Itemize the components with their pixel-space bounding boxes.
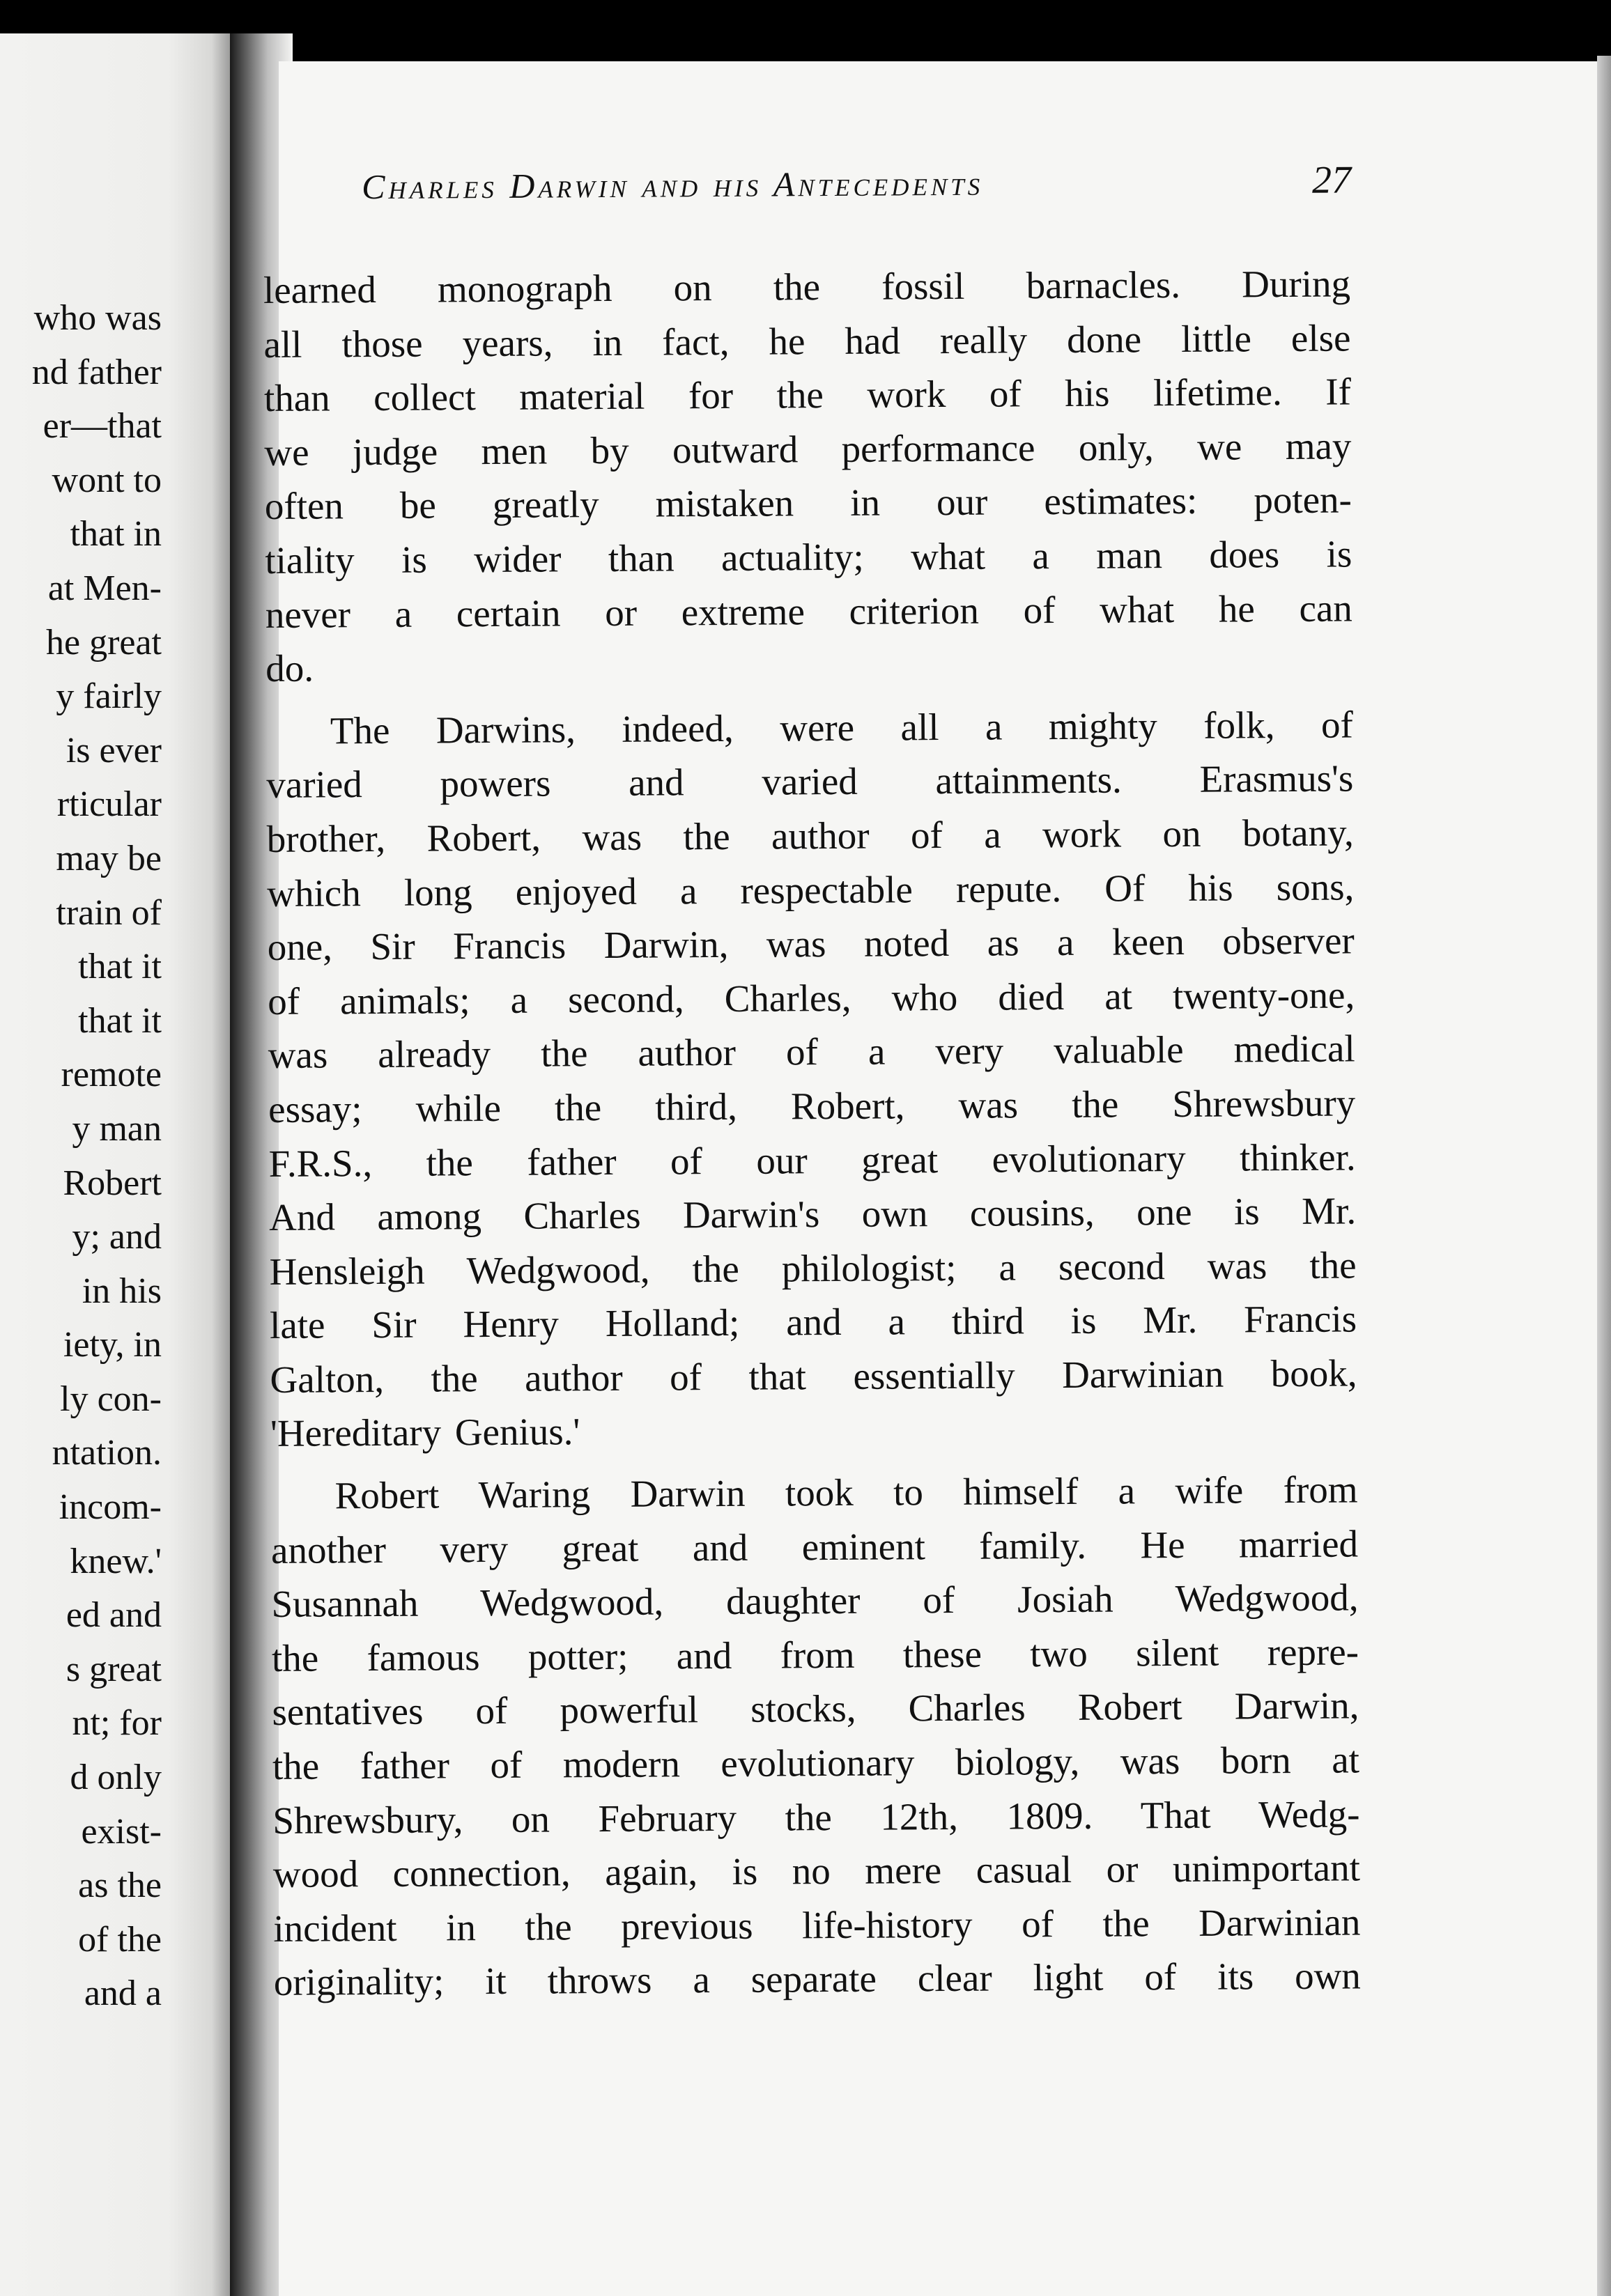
text-line: brother, Robert, was the author of a work on botany, [266, 811, 1354, 860]
text-line: tiality is wider than actuality; what a man does is [265, 532, 1352, 582]
left-page-line: ntation. [52, 1433, 162, 1473]
paragraph [270, 1462, 1361, 2009]
text-line: wood connection, again, is no mere casual or unimportant [272, 1846, 1361, 1896]
left-page-line: in his [82, 1271, 162, 1311]
text-line: often be greatly mistaken in our estimates: poten- [264, 478, 1352, 528]
left-page-line: d only [70, 1758, 162, 1798]
left-page-line: rticular [56, 784, 162, 825]
left-page-line: Robert [63, 1163, 162, 1203]
left-page-line: that in [70, 514, 162, 554]
left-page-line: s great [65, 1649, 162, 1689]
left-page-line: nt; for [72, 1703, 162, 1744]
left-page-line: as the [78, 1866, 162, 1906]
text-line: Robert Waring Darwin took to himself a wife from [334, 1468, 1358, 1517]
text-line: incident in the previous life-history of the Darwinian [273, 1900, 1361, 1950]
text-line: learned monograph on the fossil barnacles. During [263, 262, 1351, 311]
page-text-block [262, 54, 1362, 2004]
left-page-line: incom- [59, 1487, 162, 1528]
body-text [263, 256, 1361, 2009]
text-line: And among Charles Darwin's own cousins, one is Mr. [268, 1189, 1357, 1239]
text-line: late Sir Henry Holland; and a third is Mr. Francis [269, 1297, 1357, 1347]
left-page-line: that it [78, 1000, 162, 1041]
text-line: Shrewsbury, on February the 12th, 1809. That Wedg- [272, 1792, 1360, 1842]
left-page-line: of the [78, 1919, 162, 1960]
left-page-line: y; and [72, 1217, 162, 1257]
text-line: F.R.S., the father of our great evolutionary thinker. [268, 1135, 1356, 1185]
text-line: the famous potter; and from these two silent repre- [271, 1630, 1359, 1680]
left-page-line: wont to [52, 460, 162, 500]
right-page [263, 61, 1611, 2296]
left-page-line: iety, in [63, 1325, 162, 1365]
page-number: 27 [1311, 158, 1352, 202]
text-line: 'Hereditary Genius.' [270, 1410, 580, 1455]
running-head [362, 157, 1351, 208]
text-line: essay; while the third, Robert, was the Shrewsbury [268, 1081, 1356, 1131]
text-line: the father of modern evolutionary biology, was born at [272, 1738, 1360, 1787]
left-page-line: and a [84, 1973, 162, 2014]
left-page-line: may be [56, 838, 162, 878]
left-page-line: exist- [81, 1811, 162, 1852]
left-page-line: that it [78, 947, 162, 987]
text-line: was already the author of a very valuable medical [268, 1027, 1355, 1077]
text-line: Susannah Wedgwood, daughter of Josiah Wedgwood, [271, 1576, 1359, 1626]
left-page-line: ly con- [60, 1379, 162, 1419]
text-line: varied powers and varied attainments. Erasmus's [266, 757, 1354, 807]
paragraph [266, 697, 1358, 1461]
left-page-line: y man [72, 1108, 162, 1149]
text-line: Hensleigh Wedgwood, the philologist; a second was the [269, 1243, 1357, 1293]
page-edge [1597, 56, 1611, 2296]
left-page-line: nd father [31, 352, 162, 392]
text-line: than collect material for the work of his lifetime. If [263, 370, 1352, 420]
text-line: never a certain or extreme criterion of what he can [265, 587, 1353, 636]
text-line: one, Sir Francis Darwin, was noted as a keen observer [267, 919, 1355, 969]
left-page-line: ed and [65, 1595, 162, 1636]
running-title: Charles Darwin and his Antecedents [361, 163, 984, 207]
text-line: originality; it throws a separate clear light of its own [273, 1954, 1362, 2004]
text-line: The Darwins, indeed, were all a mighty folk, of [330, 703, 1354, 752]
left-page-line: is ever [65, 730, 162, 770]
text-line: do. [265, 646, 314, 690]
paragraph [263, 256, 1353, 695]
text-line: all those years, in fact, he had really done little else [263, 316, 1351, 366]
left-page-line: knew.' [70, 1541, 162, 1581]
left-page-line: he great [45, 622, 162, 662]
text-line: Galton, the author of that essentially Darwinian book, [270, 1351, 1357, 1401]
left-page [0, 33, 240, 2296]
left-page-line: who was [33, 298, 162, 338]
left-page-line: remote [61, 1055, 162, 1095]
text-line: another very great and eminent family. He married [270, 1522, 1359, 1572]
left-page-line: train of [56, 892, 162, 933]
left-page-text [0, 291, 223, 2021]
left-page-line: er—that [43, 406, 162, 447]
left-page-line: at Men- [47, 568, 162, 608]
text-line: sentatives of powerful stocks, Charles Robert Darwin, [272, 1684, 1359, 1734]
left-page-line: y fairly [56, 676, 162, 717]
text-line: we judge men by outward performance only, we may [264, 424, 1352, 474]
text-line: which long enjoyed a respectable repute. Of his sons, [267, 864, 1355, 915]
text-line: of animals; a second, Charles, who died at twenty-one, [268, 973, 1355, 1023]
